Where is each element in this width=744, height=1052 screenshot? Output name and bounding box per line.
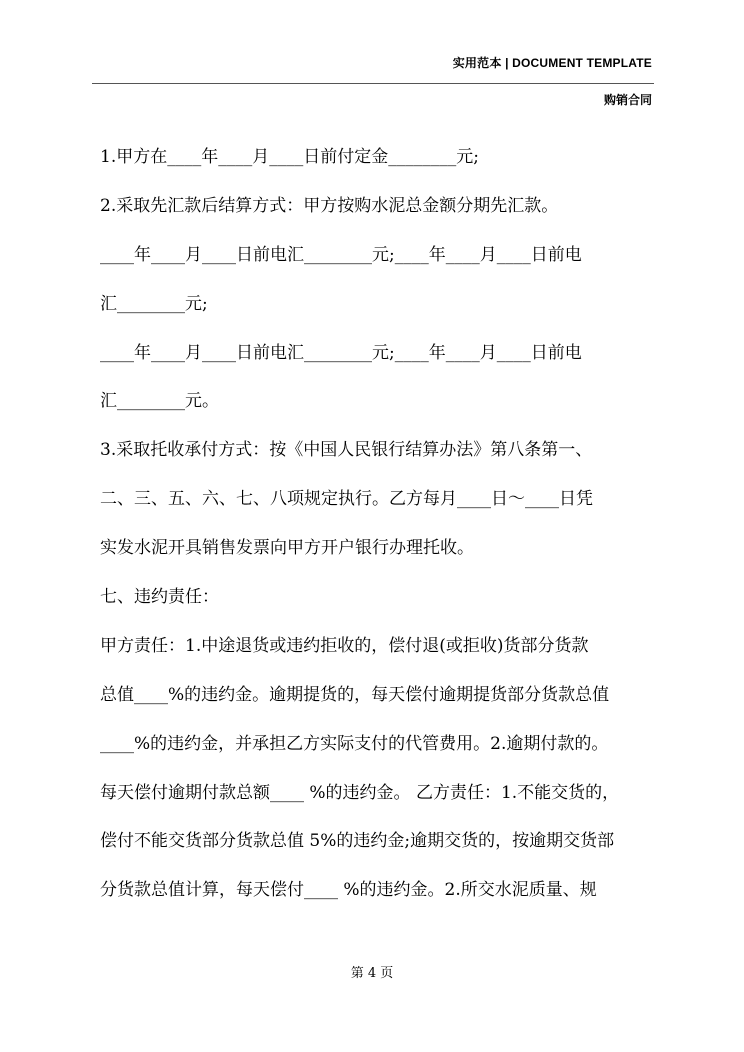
- body-line: 2.采取先汇款后结算方式：甲方按购水泥总金额分期先汇款。: [100, 195, 559, 216]
- body-line: 甲方责任：1.中途退货或违约拒收的，偿付退(或拒收)货部分货款: [100, 635, 589, 656]
- body-line: ____%的违约金，并承担乙方实际支付的代管费用。2.逾期付款的。: [100, 733, 609, 754]
- document-body: [100, 138, 660, 920]
- body-line: 1.甲方在____年____月____日前付定金________元;: [100, 147, 479, 167]
- body-line: 每天偿付逾期付款总额____ %的违约金。 乙方责任：1.不能交货的，: [100, 782, 620, 803]
- body-line: 汇________元;: [100, 293, 208, 314]
- body-line: 3.采取托收承付方式：按《中国人民银行结算办法》第八条第一、: [100, 440, 593, 461]
- body-line: 分货款总值计算，每天偿付____ %的违约金。2.所交水泥质量、规: [100, 880, 597, 901]
- body-line: 偿付不能交货部分货款总值 5%的违约金;逾期交货的，按逾期交货部: [100, 831, 615, 852]
- header-divider: [92, 83, 654, 84]
- body-line: 七、违约责任：: [100, 587, 219, 608]
- header-title: 实用范本 | DOCUMENT TEMPLATE: [452, 56, 652, 70]
- body-line: 二、三、五、六、七、八项规定执行。乙方每月____日～____日凭: [100, 489, 593, 510]
- body-line: ____年____月____日前电汇________元;____年____月____日前电: [100, 244, 582, 265]
- page-number: 第 4 页: [350, 966, 394, 981]
- body-line: 实发水泥开具销售发票向甲方开户银行办理托收。: [100, 538, 474, 559]
- body-line: ____年____月____日前电汇________元;____年____月____日前电: [100, 342, 582, 363]
- body-line: 总值____%的违约金。逾期提货的，每天偿付逾期提货部分货款总值: [100, 684, 610, 705]
- body-line: 汇________元。: [100, 391, 219, 412]
- header-subtitle: 购销合同: [603, 93, 652, 107]
